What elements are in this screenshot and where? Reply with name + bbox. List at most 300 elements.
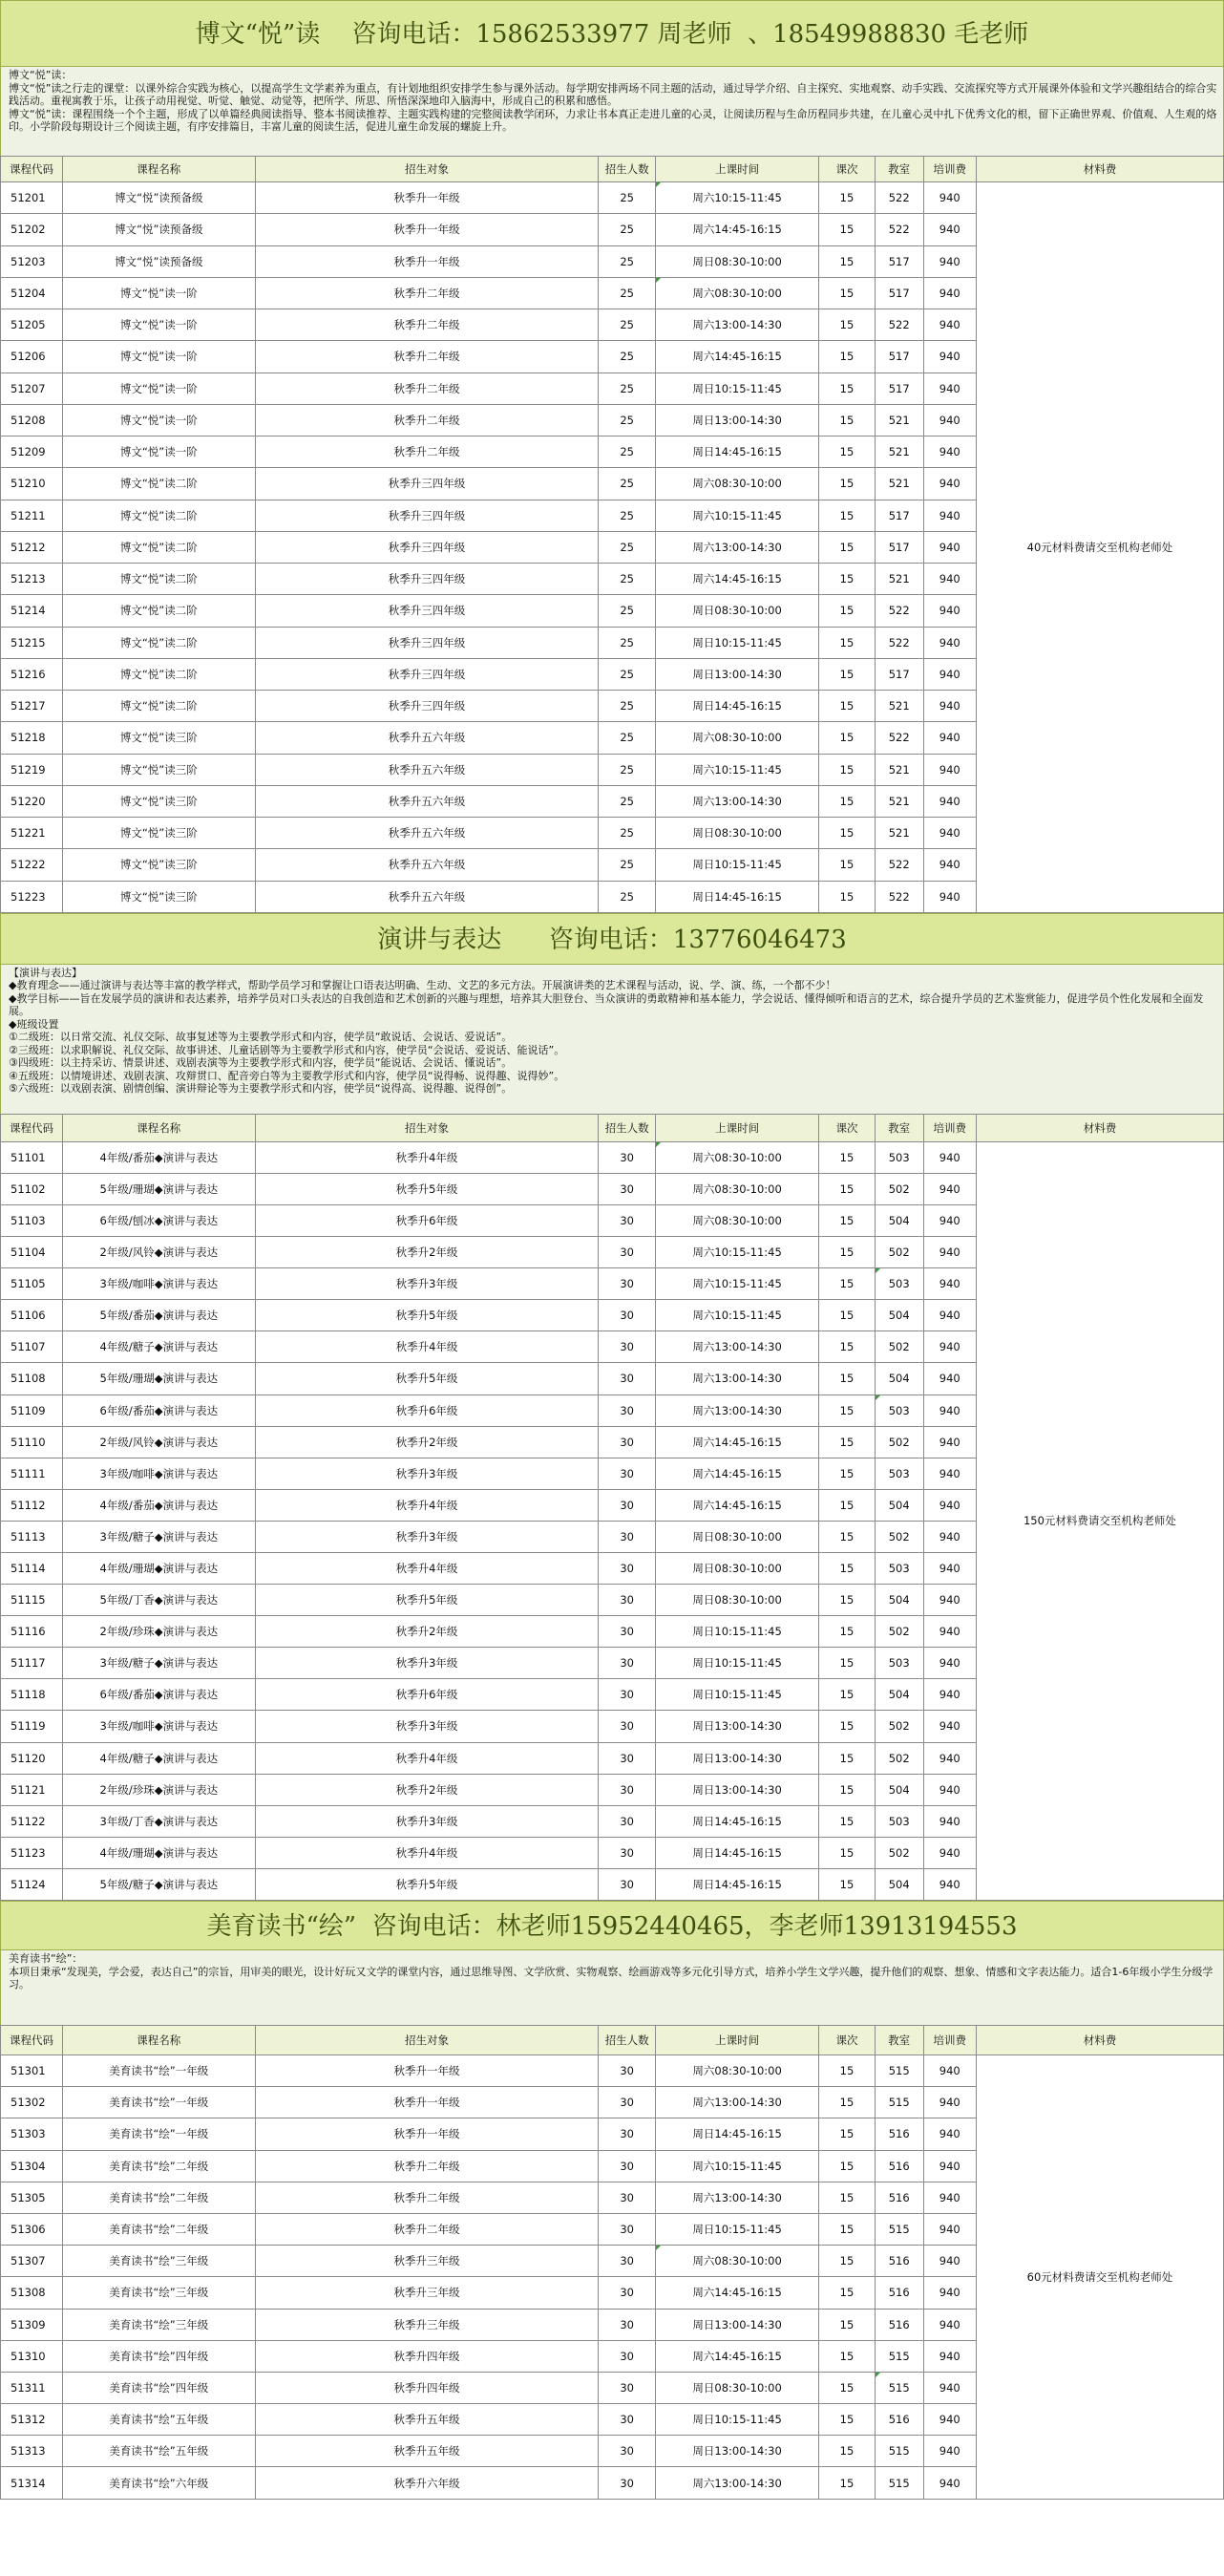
table-cell: 25 (599, 818, 656, 849)
table-cell: 周六14:45-16:15 (655, 1458, 818, 1489)
table-cell: 3年级/糖子◆演讲与表达 (63, 1648, 256, 1679)
table-cell: 940 (923, 2213, 976, 2245)
table-cell: 秋季升6年级 (255, 1679, 599, 1711)
table-cell: 940 (923, 1173, 976, 1204)
table-cell: 6年级/番茄◆演讲与表达 (63, 1394, 256, 1426)
table-cell: 502 (875, 1837, 923, 1868)
table-cell: 秋季升五六年级 (255, 881, 599, 912)
table-cell: 30 (599, 2150, 656, 2182)
section-description-s1 (0, 67, 1224, 156)
section-description-s2 (0, 965, 1224, 1114)
table-cell: 940 (923, 881, 976, 912)
table-cell: 502 (875, 1521, 923, 1552)
table-cell: 周日14:45-16:15 (655, 1805, 818, 1837)
table-cell: 516 (875, 2118, 923, 2150)
table-cell: 516 (875, 2150, 923, 2182)
table-cell: 博文“悦”读三阶 (63, 818, 256, 849)
table-cell: 周日14:45-16:15 (655, 1868, 818, 1900)
table-cell: 522 (875, 595, 923, 627)
table-cell: 15 (819, 1394, 876, 1426)
section-description-s3 (0, 1950, 1224, 2025)
table-cell: 博文“悦”读二阶 (63, 500, 256, 531)
table-cell: 502 (875, 1711, 923, 1742)
table-cell: 503 (875, 1268, 923, 1300)
table-cell: 秋季升四年级 (255, 2340, 599, 2372)
table-cell: 秋季升4年级 (255, 1331, 599, 1363)
table-cell: 周日13:00-14:30 (655, 1742, 818, 1774)
table-cell: 940 (923, 2340, 976, 2372)
table-cell: 940 (923, 1805, 976, 1837)
table-cell: 30 (599, 2118, 656, 2150)
table-cell: 2年级/珍珠◆演讲与表达 (63, 1774, 256, 1805)
table-cell: 秋季升3年级 (255, 1805, 599, 1837)
table-header-row (1, 157, 1224, 182)
column-header: 培训费 (923, 157, 976, 182)
table-cell: 15 (819, 2277, 876, 2309)
table-cell: 秋季升二年级 (255, 309, 599, 341)
table-cell: 15 (819, 1426, 876, 1458)
table-cell: 51312 (1, 2404, 63, 2436)
table-cell: 940 (923, 2118, 976, 2150)
table-cell: 51107 (1, 1331, 63, 1363)
table-cell: 秋季升三四年级 (255, 627, 599, 658)
table-cell: 周日08:30-10:00 (655, 245, 818, 277)
table-row (1, 2055, 1224, 2087)
table-cell: 51308 (1, 2277, 63, 2309)
table-row (1, 182, 1224, 214)
table-cell: 周六13:00-14:30 (655, 785, 818, 817)
table-cell: 30 (599, 1616, 656, 1648)
material-fee-note: 150元材料费请交至机构老师处 (976, 1141, 1223, 1900)
table-cell: 周六13:00-14:30 (655, 1331, 818, 1363)
table-cell: 周六13:00-14:30 (655, 2182, 818, 2213)
table-cell: 秋季升二年级 (255, 373, 599, 404)
table-cell: 博文“悦”读三阶 (63, 881, 256, 912)
description-paragraph: 博文“悦”读： (9, 69, 73, 81)
table-cell: 30 (599, 1585, 656, 1616)
table-cell: 秋季升6年级 (255, 1204, 599, 1236)
table-cell: 51215 (1, 627, 63, 658)
description-paragraph: ②三级班：以求职解说、礼仪交际、故事讲述、儿童话剧等为主要教学形式和内容，使学员“会说话、爱说话、能说话”。 (9, 1043, 565, 1056)
table-cell: 51123 (1, 1837, 63, 1868)
table-cell: 940 (923, 754, 976, 785)
table-cell: 15 (819, 658, 876, 690)
column-header: 课程名称 (63, 1114, 256, 1141)
table-cell: 秋季升2年级 (255, 1774, 599, 1805)
table-cell: 周六08:30-10:00 (655, 1173, 818, 1204)
table-cell: 940 (923, 1426, 976, 1458)
table-cell: 521 (875, 691, 923, 722)
table-cell: 25 (599, 849, 656, 881)
table-cell: 517 (875, 373, 923, 404)
table-cell: 51116 (1, 1616, 63, 1648)
table-cell: 51119 (1, 1711, 63, 1742)
table-cell: 51104 (1, 1237, 63, 1268)
table-cell: 521 (875, 818, 923, 849)
table-cell: 940 (923, 2404, 976, 2436)
table-cell: 517 (875, 658, 923, 690)
table-cell: 30 (599, 1394, 656, 1426)
table-cell: 504 (875, 1489, 923, 1521)
table-cell: 30 (599, 2277, 656, 2309)
column-header: 教室 (875, 157, 923, 182)
table-cell: 504 (875, 1868, 923, 1900)
table-cell: 522 (875, 722, 923, 754)
table-cell: 51306 (1, 2213, 63, 2245)
table-cell: 秋季升二年级 (255, 2150, 599, 2182)
table-cell: 周日08:30-10:00 (655, 1521, 818, 1552)
column-header: 课次 (819, 157, 876, 182)
table-cell: 4年级/糖子◆演讲与表达 (63, 1742, 256, 1774)
table-cell: 940 (923, 1868, 976, 1900)
table-cell: 25 (599, 182, 656, 214)
table-cell: 秋季升三四年级 (255, 564, 599, 595)
table-cell: 30 (599, 2372, 656, 2403)
table-cell: 15 (819, 2087, 876, 2118)
table-cell: 25 (599, 595, 656, 627)
table-cell: 522 (875, 214, 923, 245)
column-header: 材料费 (976, 157, 1223, 182)
description-paragraph: 博文“悦”读之行走的课堂：以课外综合实践为核心，以提高学生文学素养为重点，有计划地组织安排学生参与课外活动。每学期安排两场不同主题的活动，通过导学介绍、自主探究、实地观察、动手实践、交流探究等方式开展课外体验和文学兴趣组结合的综合实践活动。重视寓教于乐，让孩子动用视觉、听觉、触觉、动觉等，把所学、所思、所悟深深地印入脑海中，形成自己的积累和感悟。 (9, 81, 1217, 107)
table-cell: 521 (875, 785, 923, 817)
table-cell: 502 (875, 1173, 923, 1204)
table-cell: 515 (875, 2340, 923, 2372)
column-header: 课程代码 (1, 2026, 63, 2055)
description-paragraph: ①二级班：以日常交流、礼仪交际、故事复述等为主要教学形式和内容，使学员“敢说话、会说话、爱说话”。 (9, 1031, 513, 1044)
table-cell: 51219 (1, 754, 63, 785)
table-cell: 940 (923, 500, 976, 531)
table-cell: 940 (923, 1711, 976, 1742)
table-cell: 940 (923, 1331, 976, 1363)
table-cell: 周六08:30-10:00 (655, 722, 818, 754)
table-cell: 博文“悦”读一阶 (63, 436, 256, 468)
table-cell: 秋季升4年级 (255, 1141, 599, 1173)
table-header-row (1, 1114, 1224, 1141)
table-cell: 周日08:30-10:00 (655, 595, 818, 627)
table-cell: 秋季升3年级 (255, 1458, 599, 1489)
table-cell: 51207 (1, 373, 63, 404)
table-cell: 515 (875, 2436, 923, 2467)
table-cell: 51120 (1, 1742, 63, 1774)
table-cell: 秋季升一年级 (255, 245, 599, 277)
table-cell: 秋季升五六年级 (255, 818, 599, 849)
table-cell: 周日14:45-16:15 (655, 881, 818, 912)
table-cell: 25 (599, 404, 656, 436)
table-cell: 25 (599, 436, 656, 468)
table-cell: 15 (819, 691, 876, 722)
table-cell: 15 (819, 341, 876, 373)
table-cell: 30 (599, 1552, 656, 1584)
table-cell: 503 (875, 1394, 923, 1426)
table-cell: 15 (819, 1300, 876, 1331)
table-cell: 博文“悦”读二阶 (63, 595, 256, 627)
table-cell: 521 (875, 404, 923, 436)
table-cell: 940 (923, 277, 976, 309)
table-cell: 2年级/珍珠◆演讲与表达 (63, 1616, 256, 1648)
table-cell: 940 (923, 309, 976, 341)
table-cell: 940 (923, 214, 976, 245)
table-cell: 秋季升4年级 (255, 1742, 599, 1774)
table-cell: 6年级/刨冰◆演讲与表达 (63, 1204, 256, 1236)
table-cell: 940 (923, 818, 976, 849)
table-cell: 940 (923, 1521, 976, 1552)
table-cell: 美育读书“绘”二年级 (63, 2213, 256, 2245)
table-cell: 940 (923, 468, 976, 500)
table-cell: 51213 (1, 564, 63, 595)
table-cell: 美育读书“绘”五年级 (63, 2436, 256, 2467)
table-cell: 15 (819, 1616, 876, 1648)
table-cell: 940 (923, 1237, 976, 1268)
description-paragraph: 本项目秉承“发现美，学会爱，表达自己”的宗旨，用审美的眼光，设计好玩又文学的课堂内容，通过思维导图、文学欣赏、实物观察、绘画游戏等多元化引导方式，培养小学生文学兴趣，提升他们的观察、想象、情感和文字表达能力。适合1-6年级小学生分级学习。 (9, 1965, 1213, 1991)
table-cell: 25 (599, 785, 656, 817)
table-cell: 15 (819, 1363, 876, 1394)
table-cell: 秋季升3年级 (255, 1648, 599, 1679)
table-cell: 博文“悦”读二阶 (63, 468, 256, 500)
table-cell: 30 (599, 1868, 656, 1900)
table-cell: 15 (819, 2436, 876, 2467)
table-cell: 30 (599, 1458, 656, 1489)
table-cell: 4年级/糖子◆演讲与表达 (63, 1331, 256, 1363)
table-cell: 周六14:45-16:15 (655, 341, 818, 373)
description-paragraph: 【演讲与表达】 (9, 966, 82, 979)
table-cell: 15 (819, 1585, 876, 1616)
table-cell: 30 (599, 2246, 656, 2277)
table-cell: 15 (819, 2404, 876, 2436)
table-cell: 940 (923, 2277, 976, 2309)
column-header: 招生人数 (599, 2026, 656, 2055)
table-cell: 周日10:15-11:45 (655, 373, 818, 404)
table-cell: 51112 (1, 1489, 63, 1521)
table-cell: 30 (599, 2055, 656, 2087)
table-cell: 秋季升一年级 (255, 182, 599, 214)
table-cell: 51115 (1, 1585, 63, 1616)
table-cell: 30 (599, 1489, 656, 1521)
table-cell: 周六10:15-11:45 (655, 1300, 818, 1331)
table-cell: 940 (923, 1552, 976, 1584)
table-cell: 秋季升二年级 (255, 2213, 599, 2245)
table-cell: 秋季升三四年级 (255, 595, 599, 627)
table-cell: 51201 (1, 182, 63, 214)
table-cell: 940 (923, 531, 976, 563)
section-header-s1: 博文“悦”读 咨询电话：15862533977 周老师 、18549988830 毛老师 (0, 0, 1224, 67)
table-cell: 940 (923, 1363, 976, 1394)
table-cell: 51302 (1, 2087, 63, 2118)
table-cell: 504 (875, 1204, 923, 1236)
table-cell: 周日08:30-10:00 (655, 818, 818, 849)
table-cell: 940 (923, 1585, 976, 1616)
table-cell: 502 (875, 1426, 923, 1458)
table-cell: 15 (819, 1711, 876, 1742)
material-fee-note: 40元材料费请交至机构老师处 (976, 182, 1223, 913)
table-cell: 博文“悦”读二阶 (63, 627, 256, 658)
table-cell: 博文“悦”读一阶 (63, 404, 256, 436)
table-cell: 周六14:45-16:15 (655, 2340, 818, 2372)
description-paragraph: ◆班级设置 (9, 1017, 59, 1031)
table-cell: 秋季升4年级 (255, 1837, 599, 1868)
table-cell: 周日08:30-10:00 (655, 1585, 818, 1616)
table-cell: 522 (875, 627, 923, 658)
table-cell: 15 (819, 2150, 876, 2182)
table-cell: 503 (875, 1805, 923, 1837)
table-cell: 博文“悦”读一阶 (63, 373, 256, 404)
table-cell: 周日14:45-16:15 (655, 436, 818, 468)
table-cell: 51223 (1, 881, 63, 912)
table-cell: 521 (875, 754, 923, 785)
column-header: 课程代码 (1, 157, 63, 182)
table-cell: 504 (875, 1585, 923, 1616)
table-cell: 15 (819, 1173, 876, 1204)
table-cell: 秋季升三四年级 (255, 658, 599, 690)
column-header: 培训费 (923, 1114, 976, 1141)
table-cell: 周日13:00-14:30 (655, 658, 818, 690)
table-cell: 51305 (1, 2182, 63, 2213)
table-cell: 周六10:15-11:45 (655, 2150, 818, 2182)
table-cell: 502 (875, 1616, 923, 1648)
table-cell: 周日10:15-11:45 (655, 1679, 818, 1711)
column-header: 培训费 (923, 2026, 976, 2055)
column-header: 课程名称 (63, 2026, 256, 2055)
table-cell: 940 (923, 341, 976, 373)
table-cell: 秋季升5年级 (255, 1585, 599, 1616)
table-cell: 周日13:00-14:30 (655, 1774, 818, 1805)
table-cell: 4年级/番茄◆演讲与表达 (63, 1141, 256, 1173)
table-cell: 秋季升5年级 (255, 1868, 599, 1900)
table-cell: 博文“悦”读一阶 (63, 341, 256, 373)
table-cell: 517 (875, 531, 923, 563)
course-table-s1 (0, 156, 1224, 913)
table-cell: 15 (819, 1679, 876, 1711)
table-cell: 15 (819, 2340, 876, 2372)
table-cell: 51309 (1, 2309, 63, 2340)
table-cell: 30 (599, 1268, 656, 1300)
table-cell: 940 (923, 2246, 976, 2277)
table-cell: 秋季升5年级 (255, 1173, 599, 1204)
table-cell: 51124 (1, 1868, 63, 1900)
course-table-s3 (0, 2025, 1224, 2500)
table-cell: 517 (875, 277, 923, 309)
table-cell: 940 (923, 1679, 976, 1711)
table-cell: 51209 (1, 436, 63, 468)
table-cell: 周日10:15-11:45 (655, 1616, 818, 1648)
table-cell: 秋季升五年级 (255, 2404, 599, 2436)
table-cell: 25 (599, 245, 656, 277)
table-cell: 51114 (1, 1552, 63, 1584)
table-cell: 30 (599, 2404, 656, 2436)
table-cell: 25 (599, 468, 656, 500)
table-cell: 940 (923, 722, 976, 754)
table-cell: 博文“悦”读预备级 (63, 245, 256, 277)
table-cell: 秋季升三四年级 (255, 531, 599, 563)
table-cell: 515 (875, 2372, 923, 2403)
table-cell: 15 (819, 1552, 876, 1584)
table-cell: 周六10:15-11:45 (655, 1237, 818, 1268)
column-header: 课次 (819, 2026, 876, 2055)
table-cell: 周日10:15-11:45 (655, 2404, 818, 2436)
table-cell: 15 (819, 1458, 876, 1489)
table-cell: 15 (819, 627, 876, 658)
table-cell: 940 (923, 691, 976, 722)
table-cell: 秋季升六年级 (255, 2467, 599, 2499)
table-cell: 522 (875, 309, 923, 341)
table-cell: 940 (923, 2087, 976, 2118)
table-cell: 5年级/珊瑚◆演讲与表达 (63, 1173, 256, 1204)
table-cell: 秋季升三年级 (255, 2309, 599, 2340)
table-cell: 503 (875, 1552, 923, 1584)
table-cell: 周六08:30-10:00 (655, 1204, 818, 1236)
table-cell: 940 (923, 849, 976, 881)
table-cell: 秋季升二年级 (255, 2182, 599, 2213)
column-header: 招生对象 (255, 1114, 599, 1141)
table-cell: 周六14:45-16:15 (655, 1489, 818, 1521)
table-cell: 30 (599, 1237, 656, 1268)
table-cell: 15 (819, 2372, 876, 2403)
table-cell: 51121 (1, 1774, 63, 1805)
table-cell: 51216 (1, 658, 63, 690)
table-cell: 30 (599, 2182, 656, 2213)
table-cell: 15 (819, 245, 876, 277)
table-cell: 521 (875, 468, 923, 500)
table-cell: 秋季升四年级 (255, 2372, 599, 2403)
table-cell: 15 (819, 754, 876, 785)
table-cell: 15 (819, 1805, 876, 1837)
table-cell: 周六13:00-14:30 (655, 1363, 818, 1394)
table-cell: 美育读书“绘”六年级 (63, 2467, 256, 2499)
table-cell: 秋季升2年级 (255, 1426, 599, 1458)
table-cell: 4年级/番茄◆演讲与表达 (63, 1489, 256, 1521)
table-cell: 博文“悦”读一阶 (63, 277, 256, 309)
table-cell: 15 (819, 2309, 876, 2340)
table-cell: 5年级/丁香◆演讲与表达 (63, 1585, 256, 1616)
table-cell: 15 (819, 722, 876, 754)
table-cell: 515 (875, 2213, 923, 2245)
table-cell: 周日10:15-11:45 (655, 1648, 818, 1679)
table-cell: 30 (599, 1300, 656, 1331)
table-cell: 30 (599, 1173, 656, 1204)
table-cell: 522 (875, 881, 923, 912)
table-cell: 25 (599, 564, 656, 595)
table-cell: 15 (819, 2213, 876, 2245)
table-cell: 51110 (1, 1426, 63, 1458)
table-cell: 秋季升一年级 (255, 2118, 599, 2150)
table-cell: 15 (819, 1742, 876, 1774)
table-cell: 51118 (1, 1679, 63, 1711)
table-cell: 25 (599, 373, 656, 404)
table-cell: 940 (923, 1489, 976, 1521)
table-cell: 15 (819, 2182, 876, 2213)
table-cell: 秋季升2年级 (255, 1237, 599, 1268)
table-cell: 504 (875, 1774, 923, 1805)
table-cell: 940 (923, 564, 976, 595)
table-cell: 25 (599, 341, 656, 373)
table-cell: 51101 (1, 1141, 63, 1173)
table-cell: 51218 (1, 722, 63, 754)
table-cell: 51203 (1, 245, 63, 277)
table-cell: 30 (599, 1521, 656, 1552)
table-cell: 周日10:15-11:45 (655, 2213, 818, 2245)
table-cell: 15 (819, 2467, 876, 2499)
table-cell: 周六08:30-10:00 (655, 277, 818, 309)
table-cell: 51210 (1, 468, 63, 500)
table-cell: 940 (923, 436, 976, 468)
table-cell: 美育读书“绘”一年级 (63, 2055, 256, 2087)
column-header: 招生人数 (599, 1114, 656, 1141)
table-cell: 51307 (1, 2246, 63, 2277)
table-cell: 30 (599, 1742, 656, 1774)
table-cell: 515 (875, 2055, 923, 2087)
table-cell: 940 (923, 1837, 976, 1868)
table-cell: 51108 (1, 1363, 63, 1394)
table-cell: 秋季升五六年级 (255, 785, 599, 817)
